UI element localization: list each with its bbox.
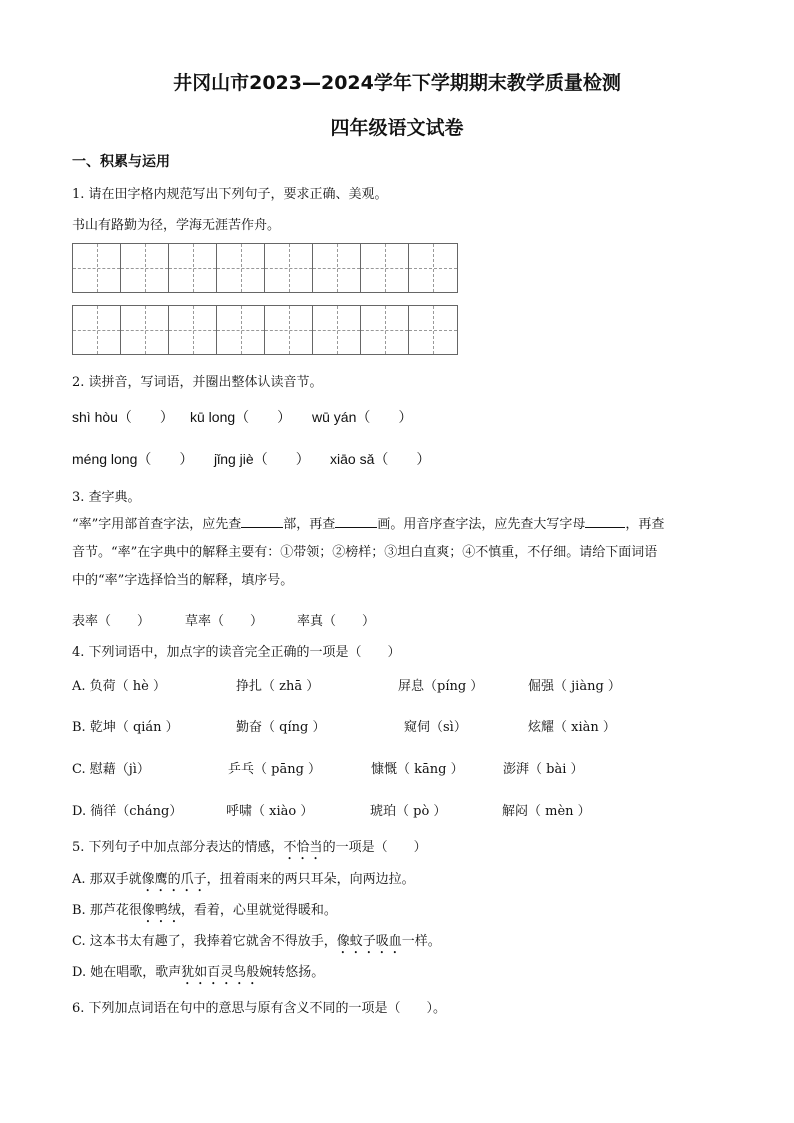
pinyin-item: kū long（ ） xyxy=(190,409,292,425)
question-1-sentence: 书山有路勤为径，学海无涯苦作舟。 xyxy=(72,218,281,233)
q3-text: 画。用音序查字法，应先查大写字母 xyxy=(377,517,586,532)
question-5-prompt xyxy=(72,836,427,863)
question-3-body xyxy=(72,511,724,595)
question-4-prompt: 4. 下列词语中，加点字的读音完全正确的一项是（ ） xyxy=(72,645,401,660)
q3-item: 率真（ ） xyxy=(297,614,376,629)
grid-cell[interactable] xyxy=(73,306,121,354)
pinyin-item: wū yán（ ） xyxy=(312,409,413,425)
grid-cell[interactable] xyxy=(73,244,121,292)
q5-option-c[interactable] xyxy=(72,930,441,957)
q5-prompt-text: 的一项是（ ） xyxy=(322,840,427,855)
question-2-prompt: 2. 读拼音，写词语，并圈出整体认读音节。 xyxy=(72,375,323,390)
grid-cell[interactable] xyxy=(217,244,265,292)
grid-cell[interactable] xyxy=(169,244,217,292)
q3-text: 部，再查 xyxy=(283,517,336,532)
exam-title: 井冈山市2023—2024学年下学期期末教学质量检测 xyxy=(173,72,621,94)
writing-grid-row-1[interactable] xyxy=(72,243,458,293)
q5-option-text: A. 那双手就 xyxy=(72,872,142,887)
q5-option-a[interactable] xyxy=(72,868,415,895)
q4-word: 解闷（ mèn ） xyxy=(502,804,591,819)
q4-word: 勤奋（ qíng ） xyxy=(236,720,326,735)
pinyin-item: jǐng jiè（ ） xyxy=(214,451,310,467)
q3-text: 音节。“率”在字典中的解释主要有：①带领；②榜样；③坦白直爽；④不慎重，不仔细。请给下面词语 xyxy=(72,545,658,560)
grid-cell[interactable] xyxy=(409,244,457,292)
q5-option-b[interactable] xyxy=(72,899,337,926)
q4-word: C. 慰藉（jì） xyxy=(72,762,150,777)
grid-cell[interactable] xyxy=(121,244,169,292)
q4-word: 澎湃（ bài ） xyxy=(503,762,584,777)
question-3-prompt: 3. 查字典。 xyxy=(72,490,141,505)
q3-item: 表率（ ） xyxy=(72,614,151,629)
q5-option-text: B. 那芦花很 xyxy=(72,903,142,918)
q4-word: 窥伺（sì） xyxy=(404,720,467,735)
q4-word: D. 徜徉（cháng） xyxy=(72,804,183,819)
q5-option-text: ，扭着雨来的两只耳朵，向两边拉。 xyxy=(206,872,415,887)
q5-option-text: C. 这本书太有趣了，我捧着它就舍不得放手， xyxy=(72,934,337,949)
q5-dotted-text: 不恰当 xyxy=(283,840,323,855)
q3-item: 草率（ ） xyxy=(185,614,264,629)
exam-subtitle: 四年级语文试卷 xyxy=(330,117,464,139)
grid-cell[interactable] xyxy=(265,306,313,354)
q4-word: B. 乾坤（ qián ） xyxy=(72,720,179,735)
writing-grid-row-2[interactable] xyxy=(72,305,458,355)
q4-word: 呼啸（ xiào ） xyxy=(226,804,314,819)
q4-word: 炫耀（ xiàn ） xyxy=(528,720,616,735)
grid-cell[interactable] xyxy=(169,306,217,354)
q4-word: A. 负荷（ hè ） xyxy=(72,679,166,694)
grid-cell[interactable] xyxy=(313,306,361,354)
answer-blank[interactable] xyxy=(241,515,283,528)
pinyin-item: shì hòu（ ） xyxy=(72,409,174,425)
q5-dotted-text: 犹如百灵鸟般 xyxy=(181,965,260,980)
grid-cell[interactable] xyxy=(409,306,457,354)
q5-option-text: ，看着，心里就觉得暖和。 xyxy=(180,903,337,918)
q4-word: 挣扎（ zhā ） xyxy=(236,679,320,694)
grid-cell[interactable] xyxy=(313,244,361,292)
grid-cell[interactable] xyxy=(361,244,409,292)
section-heading: 一、积累与运用 xyxy=(72,154,170,170)
q5-option-text: D. 她在唱歌，歌声 xyxy=(72,965,182,980)
q5-dotted-text: 像鹰的爪子 xyxy=(141,872,207,887)
q3-text: “率”字用部首查字法，应先查 xyxy=(72,517,242,532)
q4-word: 乒乓（ pāng ） xyxy=(228,762,322,777)
grid-cell[interactable] xyxy=(361,306,409,354)
grid-cell[interactable] xyxy=(121,306,169,354)
q5-option-text: 一样。 xyxy=(401,934,441,949)
pinyin-item: xiāo sǎ（ ） xyxy=(330,451,431,467)
q4-word: 屏息（píng ） xyxy=(398,679,484,694)
q3-text: 中的“率”字选择恰当的解释，填序号。 xyxy=(72,573,294,588)
q3-text: ，再查 xyxy=(625,517,665,532)
q5-dotted-text: 像鸭绒 xyxy=(141,903,181,918)
q5-option-text: 婉转悠扬。 xyxy=(259,965,325,980)
question-6-prompt: 6. 下列加点词语在句中的意思与原有含义不同的一项是（ ）。 xyxy=(72,1001,447,1016)
grid-cell[interactable] xyxy=(217,306,265,354)
pinyin-item: méng long（ ） xyxy=(72,451,194,467)
q4-word: 琥珀（ pò ） xyxy=(370,804,447,819)
answer-blank[interactable] xyxy=(335,515,377,528)
q5-dotted-text: 像蚊子吸血 xyxy=(336,934,402,949)
q4-word: 倔强（ jiàng ） xyxy=(528,679,621,694)
question-1-prompt: 1. 请在田字格内规范写出下列句子，要求正确、美观。 xyxy=(72,187,388,202)
q5-option-d[interactable] xyxy=(72,961,324,988)
grid-cell[interactable] xyxy=(265,244,313,292)
q4-word: 慷慨（ kāng ） xyxy=(371,762,464,777)
answer-blank[interactable] xyxy=(585,515,625,528)
q5-prompt-text: 5. 下列句子中加点部分表达的情感， xyxy=(72,840,284,855)
